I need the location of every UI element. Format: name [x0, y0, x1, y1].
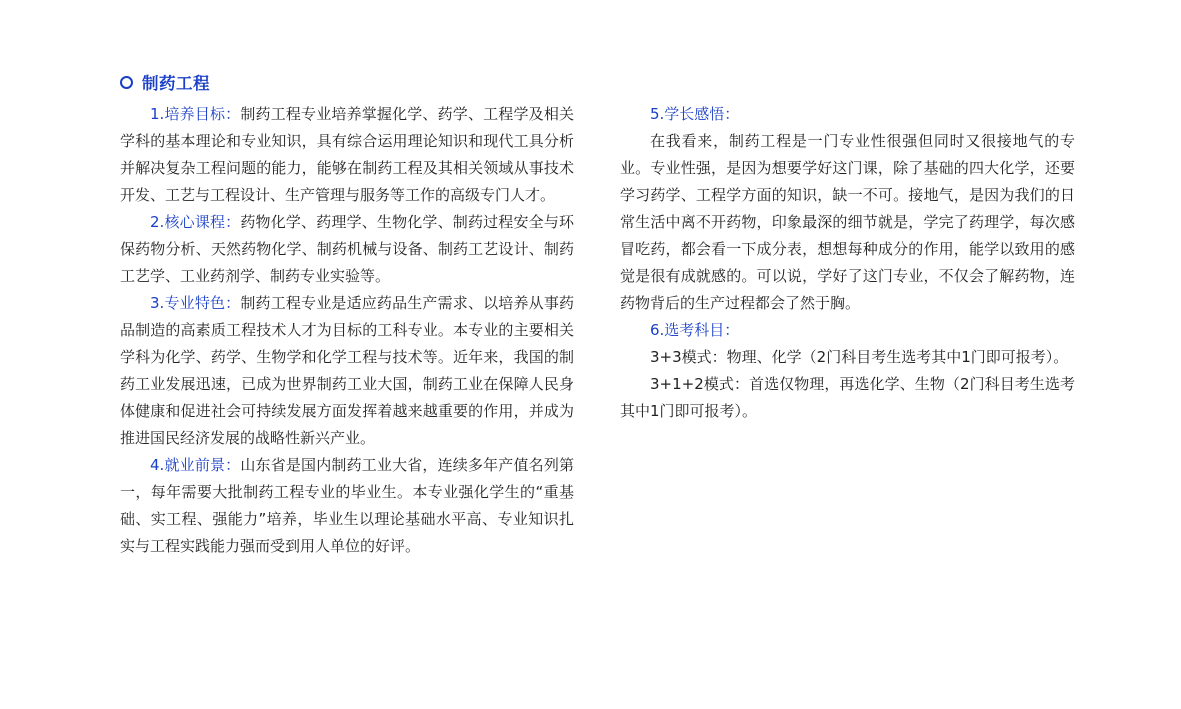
label-subject-selection [620, 317, 1075, 344]
paragraph-core-courses [120, 209, 574, 290]
text-training-goal: 制药工程专业培养掌握化学、药学、工程学及相关学科的基本理论和专业知识，具有综合运用理论知识和现代工具分析并解决复杂工程问题的能力，能够在制药工程及其相关领域从事技术开发、工艺与工程设计、生产管理与服务等工作的高级专门人才。 [120, 105, 574, 204]
paragraph-training-goal [120, 101, 574, 209]
label-senior-insights [620, 101, 1075, 128]
label-employment: 4.就业前景： [150, 456, 241, 474]
paragraph-employment [120, 452, 574, 560]
text-core-courses: 药物化学、药理学、生物化学、制药过程安全与环保药物分析、天然药物化学、制药机械与设备、制药工艺设计、制药工艺学、工业药剂学、制药专业实验等。 [120, 213, 574, 285]
label-subject-selection-text: 6.选考科目： [650, 321, 740, 339]
right-column [620, 101, 1075, 425]
left-column [120, 101, 574, 560]
text-senior-insights: 在我看来，制药工程是一门专业性很强但同时又很接地气的专业。专业性强，是因为想要学好这门课，除了基础的四大化学，还要学习药学、工程学方面的知识，缺一不可。接地气，是因为我们的日常生活中离不开药物，印象最深的细节就是，学完了药理学，每次感冒吃药，都会看一下成分表，想想每种成分的作用，能学以致用的感觉是很有成就感的。可以说，学好了这门专业，不仅会了解药物，连药物背后的生产过程都会了然于胸。 [620, 132, 1075, 312]
label-features: 3.专业特色： [150, 294, 241, 312]
label-senior-insights-text: 5.学长感悟： [650, 105, 740, 123]
paragraph-features [120, 290, 574, 452]
circle-bullet-icon [120, 76, 133, 89]
label-core-courses: 2.核心课程： [150, 213, 241, 231]
section-heading [120, 70, 210, 94]
label-training-goal: 1.培养目标： [150, 105, 241, 123]
text-option-3-1-2: 3+1+2模式：首选仅物理，再选化学、生物（2门科目考生选考其中1门即可报考）。 [620, 375, 1075, 420]
section-title: 制药工程 [142, 74, 210, 93]
text-option-3-3: 3+3模式：物理、化学（2门科目考生选考其中1门即可报考）。 [650, 348, 1069, 366]
text-features: 制药工程专业是适应药品生产需求、以培养从事药品制造的高素质工程技术人才为目标的工科专业。本专业的主要相关学科为化学、药学、生物学和化学工程与技术等。近年来，我国的制药工业发展迅速，已成为世界制药工业大国，制药工业在保障人民身体健康和促进社会可持续发展方面发挥着越来越重要的作用，并成为推进国民经济发展的战略性新兴产业。 [120, 294, 574, 447]
text-employment: 山东省是国内制药工业大省，连续多年产值名列第一，每年需要大批制药工程专业的毕业生。本专业强化学生的“重基础、实工程、强能力”培养，毕业生以理论基础水平高、专业知识扎实与工程实践能力强而受到用人单位的好评。 [120, 456, 574, 555]
